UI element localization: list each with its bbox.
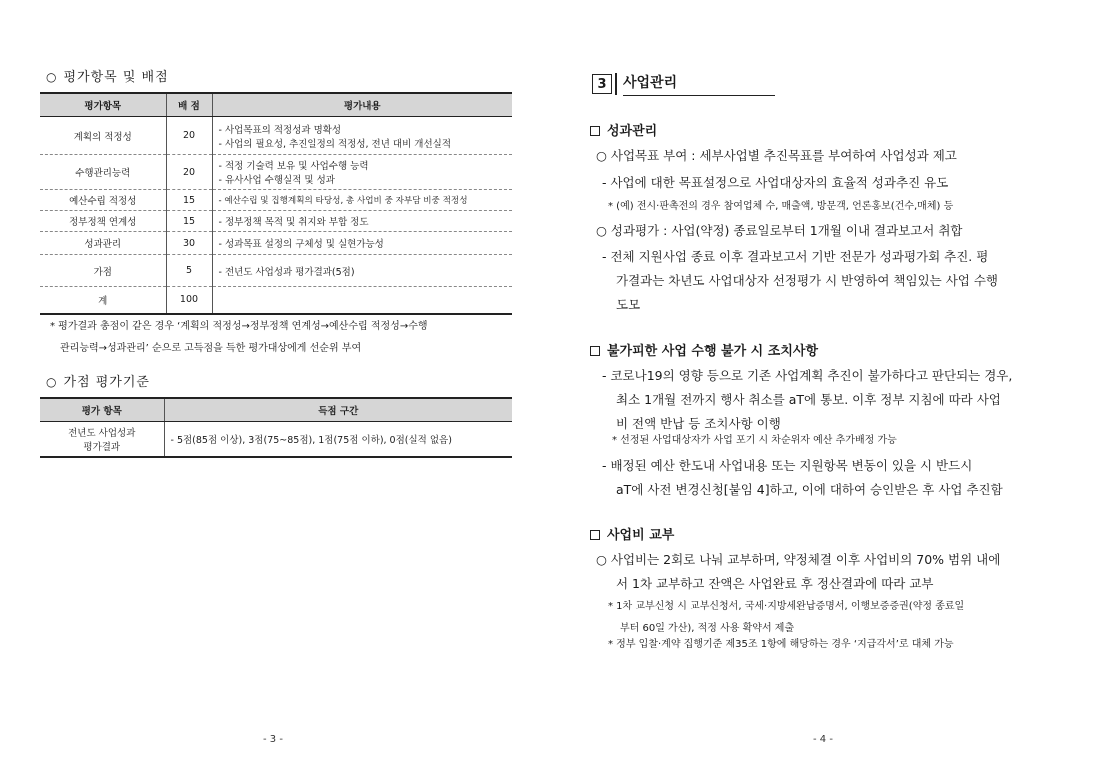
eval-table — [40, 92, 512, 315]
header-bonus-item: 평가 항목 — [40, 398, 164, 422]
table-row: 성과관리 30 - 성과목표 설정의 구체성 및 실현가능성 — [40, 232, 512, 255]
circle-bullet-icon: ○ — [46, 375, 58, 389]
chapter-divider — [615, 73, 617, 95]
note: * 선정된 사업대상자가 사업 포기 시 차순위자 예산 추가배정 가능 — [612, 435, 897, 446]
paragraph: ○ 사업목표 부여 : 세부사업별 추진목표를 부여하여 사업성과 제고 — [596, 148, 957, 163]
header-content: 평가내용 — [212, 93, 512, 117]
paragraph: ○ 성과평가 : 사업(약정) 종료일로부터 1개월 이내 결과보고서 취합 — [596, 223, 963, 238]
header-bonus-range: 득점 구간 — [164, 398, 512, 422]
header-score: 배 점 — [166, 93, 212, 117]
note: * 1차 교부신청 시 교부신청서, 국세·지방세완납증명서, 이행보증증권(약정 종료일 부터 60일 가산), 적정 사용 확약서 제출 — [608, 601, 965, 634]
chapter-title: 사업관리 — [623, 72, 775, 96]
table-row: 전년도 사업성과 평가결과 - 5점(85점 이상), 3점(75~85점), 1점(75점 이하), 0점(실적 없음) — [40, 422, 512, 457]
chapter-number: 3 — [592, 74, 612, 94]
note: * (예) 전시·판촉전의 경우 참여업체 수, 매출액, 방문객, 언론홍보(건수,매체) 등 — [608, 201, 954, 212]
eval-footnote: * 평가결과 총점이 같은 경우 ‘계획의 적정성→정부정책 연계성→예산수립 적정성→수행 관리능력→성과관리’ 순으로 고득점을 득한 평가대상에게 선순위 부여 — [50, 321, 428, 354]
square-bullet-icon — [590, 530, 600, 540]
table-row: 계획의 적정성 20 - 사업목표의 적정성과 명확성 - 사업의 필요성, 추진일정의 적정성, 전년 대비 개선실적 — [40, 117, 512, 155]
table-row: 가점 5 - 전년도 사업성과 평가결과(5점) — [40, 255, 512, 287]
paragraph: - 코로나19의 영향 등으로 기존 사업계획 추진이 불가하다고 판단되는 경우, 최소 1개월 전까지 행사 취소를 aT에 통보. 이후 정부 지침에 따라 사업 비 전액 반납 등 조치사항 이행 — [602, 368, 1013, 431]
right-page — [550, 0, 1100, 778]
section-heading-performance: 성과관리 — [590, 120, 1070, 139]
table-row: 정부정책 연계성 15 - 정부정책 목적 및 취지와 부합 정도 — [40, 211, 512, 232]
page-number: - 4 - — [813, 734, 833, 745]
eval-table-header — [40, 93, 512, 117]
paragraph: - 전체 지원사업 종료 이후 결과보고서 기반 전문가 성과평가회 추진. 평 가결과는 차년도 사업대상자 선정평가 시 반영하여 책임있는 사업 수행 도모 — [602, 249, 998, 312]
table-row: 예산수립 적정성 15 - 예산수립 및 집행계획의 타당성, 총 사업비 중 자부담 비중 적정성 — [40, 190, 512, 211]
bonus-section-title: ○ 가점 평가기준 — [46, 375, 150, 390]
bonus-table-header — [40, 398, 512, 422]
section-heading-unavoidable: 불가피한 사업 수행 불가 시 조치사항 — [590, 340, 1070, 359]
paragraph: ○ 사업비는 2회로 나눠 교부하며, 약정체결 이후 사업비의 70% 범위 내에 서 1차 교부하고 잔액은 사업완료 후 정산결과에 따라 교부 — [596, 552, 1001, 591]
chapter-heading — [592, 72, 775, 96]
table-row-total: 계 100 — [40, 287, 512, 314]
circle-bullet-icon: ○ — [46, 70, 58, 84]
header-item: 평가항목 — [40, 93, 166, 117]
section-heading-funding: 사업비 교부 — [590, 524, 1070, 543]
page-number: - 3 - — [263, 734, 283, 745]
note: * 정부 입찰·계약 집행기준 제35조 1항에 해당하는 경우 ‘지급각서’로 대체 가능 — [608, 639, 954, 650]
paragraph: - 배정된 예산 한도내 사업내용 또는 지원항목 변동이 있을 시 반드시 aT에 사전 변경신청[붙임 4]하고, 이에 대하여 승인받은 후 사업 추진함 — [602, 458, 1003, 497]
table-row: 수행관리능력 20 - 적정 기술력 보유 및 사업수행 능력 - 유사사업 수행실적 및 성과 — [40, 155, 512, 190]
bonus-table — [40, 397, 512, 458]
square-bullet-icon — [590, 126, 600, 136]
square-bullet-icon — [590, 346, 600, 356]
paragraph: - 사업에 대한 목표설정으로 사업대상자의 효율적 성과추진 유도 — [602, 175, 949, 190]
eval-section-title: ○ 평가항목 및 배점 — [46, 70, 169, 85]
